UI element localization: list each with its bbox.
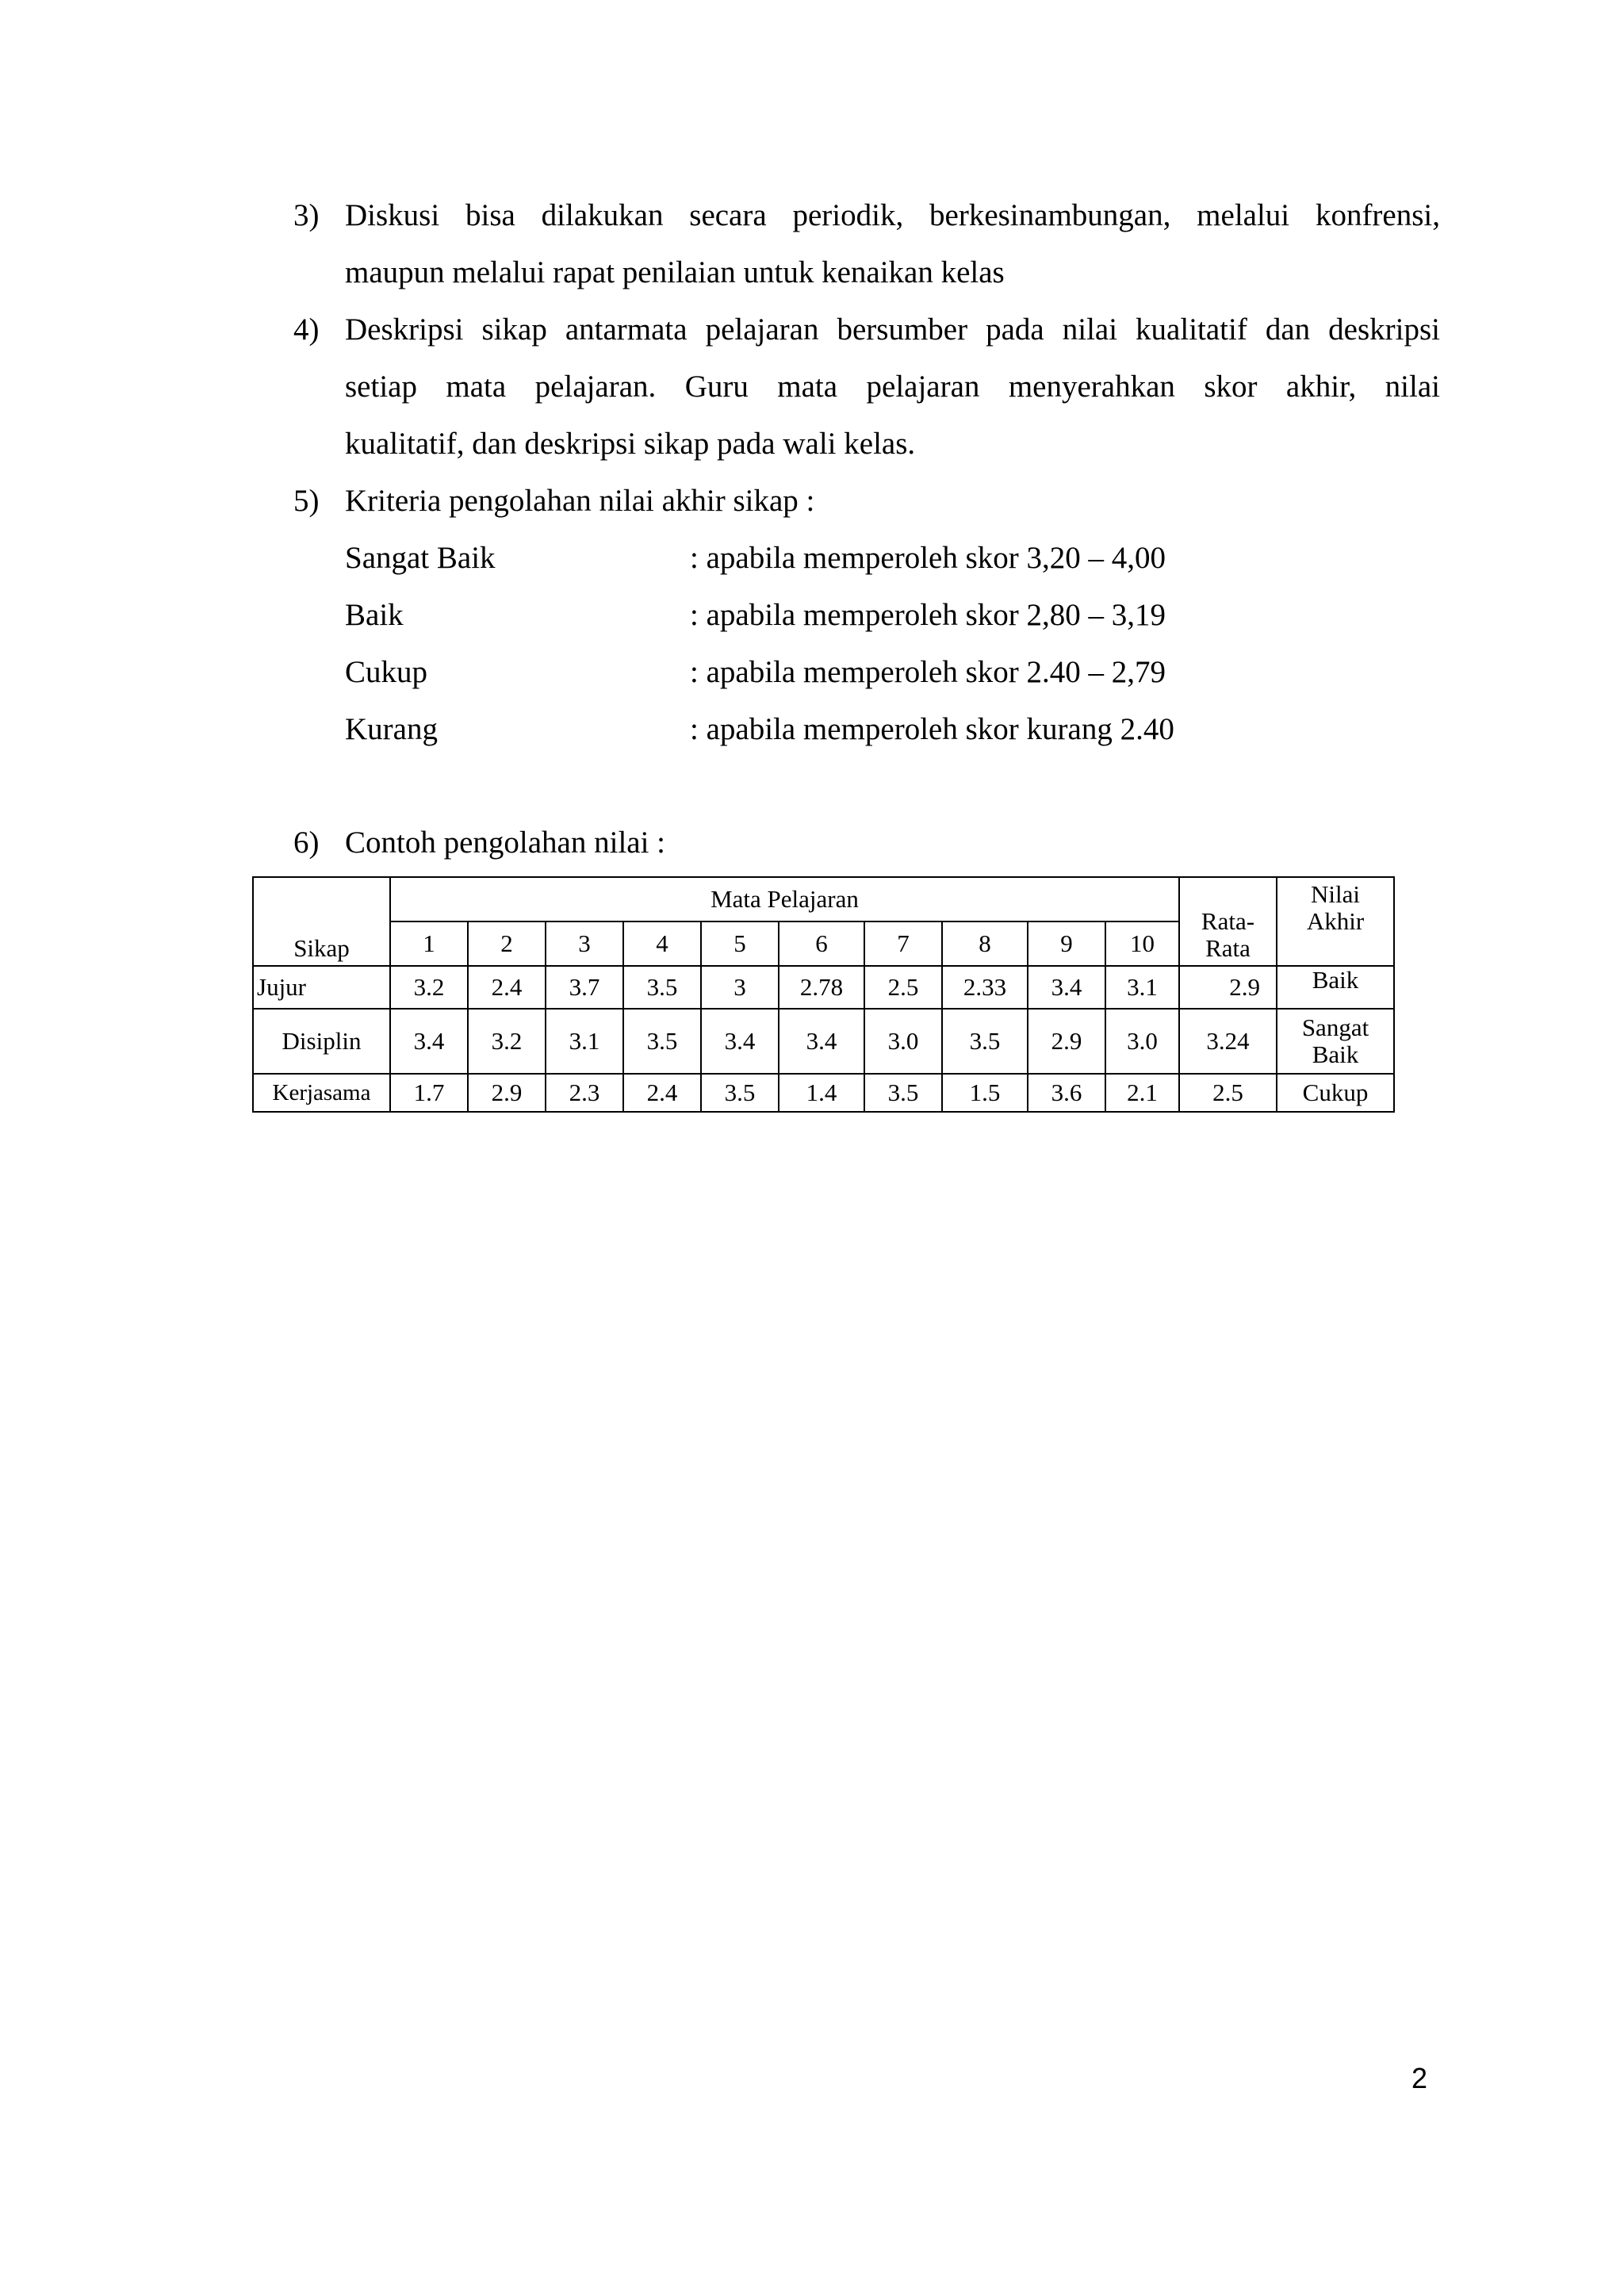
score-cell: 3.0 xyxy=(864,1009,942,1074)
subject-number: 4 xyxy=(623,921,701,966)
score-cell: 3.4 xyxy=(701,1009,779,1074)
score-cell: 2.78 xyxy=(779,966,864,1009)
list-number: 5) xyxy=(293,484,320,518)
text-line: Deskripsi sikap antarmata pelajaran bersumber pada nilai kualitatif dan deskripsi xyxy=(345,312,1440,347)
score-cell: 3 xyxy=(701,966,779,1009)
sikap-cell: Jujur xyxy=(253,966,390,1009)
sikap-cell: Disiplin xyxy=(253,1009,390,1074)
rata-rata-cell: 2.9 xyxy=(1179,966,1277,1009)
criteria-description: : apabila memperoleh skor 2.40 – 2,79 xyxy=(690,655,1166,689)
criteria-description: : apabila memperoleh skor kurang 2.40 xyxy=(690,712,1174,746)
text-line: Contoh pengolahan nilai : xyxy=(345,826,666,860)
subject-number: 9 xyxy=(1028,921,1105,966)
subject-number: 1 xyxy=(390,921,468,966)
score-cell: 3.5 xyxy=(864,1074,942,1112)
text-line: kualitatif, dan deskripsi sikap pada wali kelas. xyxy=(345,427,916,461)
score-cell: 2.9 xyxy=(1028,1009,1105,1074)
score-cell: 3.2 xyxy=(468,1009,546,1074)
rata-rata-cell: 3.24 xyxy=(1179,1009,1277,1074)
score-cell: 2.5 xyxy=(864,966,942,1009)
criteria-label: Cukup xyxy=(345,655,428,689)
subject-number: 10 xyxy=(1105,921,1179,966)
list-item-text xyxy=(345,187,1440,301)
subject-number: 8 xyxy=(942,921,1028,966)
score-cell: 3.5 xyxy=(623,1009,701,1074)
score-cell: 3.0 xyxy=(1105,1009,1179,1074)
table-row xyxy=(253,1074,1394,1112)
score-cell: 3.5 xyxy=(623,966,701,1009)
criteria-label: Baik xyxy=(345,598,404,632)
grades-table xyxy=(252,876,1395,1113)
criteria-description: : apabila memperoleh skor 3,20 – 4,00 xyxy=(690,541,1166,575)
score-cell: 3.4 xyxy=(390,1009,468,1074)
score-cell: 2.4 xyxy=(623,1074,701,1112)
list-item-3 xyxy=(293,187,1440,301)
table-header-row xyxy=(253,877,1394,921)
score-cell: 3.2 xyxy=(390,966,468,1009)
list-item-text xyxy=(345,473,1440,530)
list-item-text xyxy=(345,814,1440,872)
page-number: 2 xyxy=(1411,2062,1428,2094)
rata-rata-cell: 2.5 xyxy=(1179,1074,1277,1112)
score-cell: 1.7 xyxy=(390,1074,468,1112)
subject-number: 6 xyxy=(779,921,864,966)
text-line: maupun melalui rapat penilaian untuk kenaikan kelas xyxy=(345,255,1005,289)
score-cell: 2.4 xyxy=(468,966,546,1009)
score-cell: 3.1 xyxy=(1105,966,1179,1009)
score-cell: 1.5 xyxy=(942,1074,1028,1112)
criteria-label: Sangat Baik xyxy=(345,541,496,575)
sikap-header: Sikap xyxy=(253,877,390,966)
table-row xyxy=(253,966,1394,1009)
score-cell: 1.4 xyxy=(779,1074,864,1112)
subject-number: 7 xyxy=(864,921,942,966)
list-number: 4) xyxy=(293,312,320,347)
score-cell: 2.1 xyxy=(1105,1074,1179,1112)
score-cell: 3.6 xyxy=(1028,1074,1105,1112)
list-number: 6) xyxy=(293,826,320,860)
score-cell: 3.5 xyxy=(701,1074,779,1112)
list-item-5 xyxy=(293,473,1440,530)
list-item-text xyxy=(345,301,1440,473)
score-cell: 2.3 xyxy=(546,1074,623,1112)
nilai-akhir-cell: Sangat Baik xyxy=(1277,1009,1394,1074)
score-cell: 3.1 xyxy=(546,1009,623,1074)
score-cell: 2.9 xyxy=(468,1074,546,1112)
list-item-4 xyxy=(293,301,1440,473)
subject-number: 2 xyxy=(468,921,546,966)
sikap-cell: Kerjasama xyxy=(253,1074,390,1112)
criteria-description: : apabila memperoleh skor 2,80 – 3,19 xyxy=(690,598,1166,632)
subject-number: 3 xyxy=(546,921,623,966)
subject-number: 5 xyxy=(701,921,779,966)
nilai-akhir-cell: Cukup xyxy=(1277,1074,1394,1112)
table-row xyxy=(253,1009,1394,1074)
text-line: Kriteria pengolahan nilai akhir sikap : xyxy=(345,484,815,518)
list-item-6 xyxy=(293,814,1440,872)
score-cell: 2.33 xyxy=(942,966,1028,1009)
mata-pelajaran-header: Mata Pelajaran xyxy=(390,877,1179,921)
rata-rata-header: Rata-Rata xyxy=(1179,877,1277,966)
nilai-akhir-cell: Baik xyxy=(1277,966,1394,1009)
list-number: 3) xyxy=(293,198,320,232)
criteria-label: Kurang xyxy=(345,712,438,746)
score-cell: 3.4 xyxy=(1028,966,1105,1009)
score-cell: 3.4 xyxy=(779,1009,864,1074)
text-line: setiap mata pelajaran. Guru mata pelajaran menyerahkan skor akhir, nilai xyxy=(345,370,1440,404)
score-cell: 3.5 xyxy=(942,1009,1028,1074)
score-cell: 3.7 xyxy=(546,966,623,1009)
nilai-akhir-header: Nilai Akhir xyxy=(1277,877,1394,966)
text-line: Diskusi bisa dilakukan secara periodik, berkesinambungan, melalui konfrensi, xyxy=(345,198,1440,232)
